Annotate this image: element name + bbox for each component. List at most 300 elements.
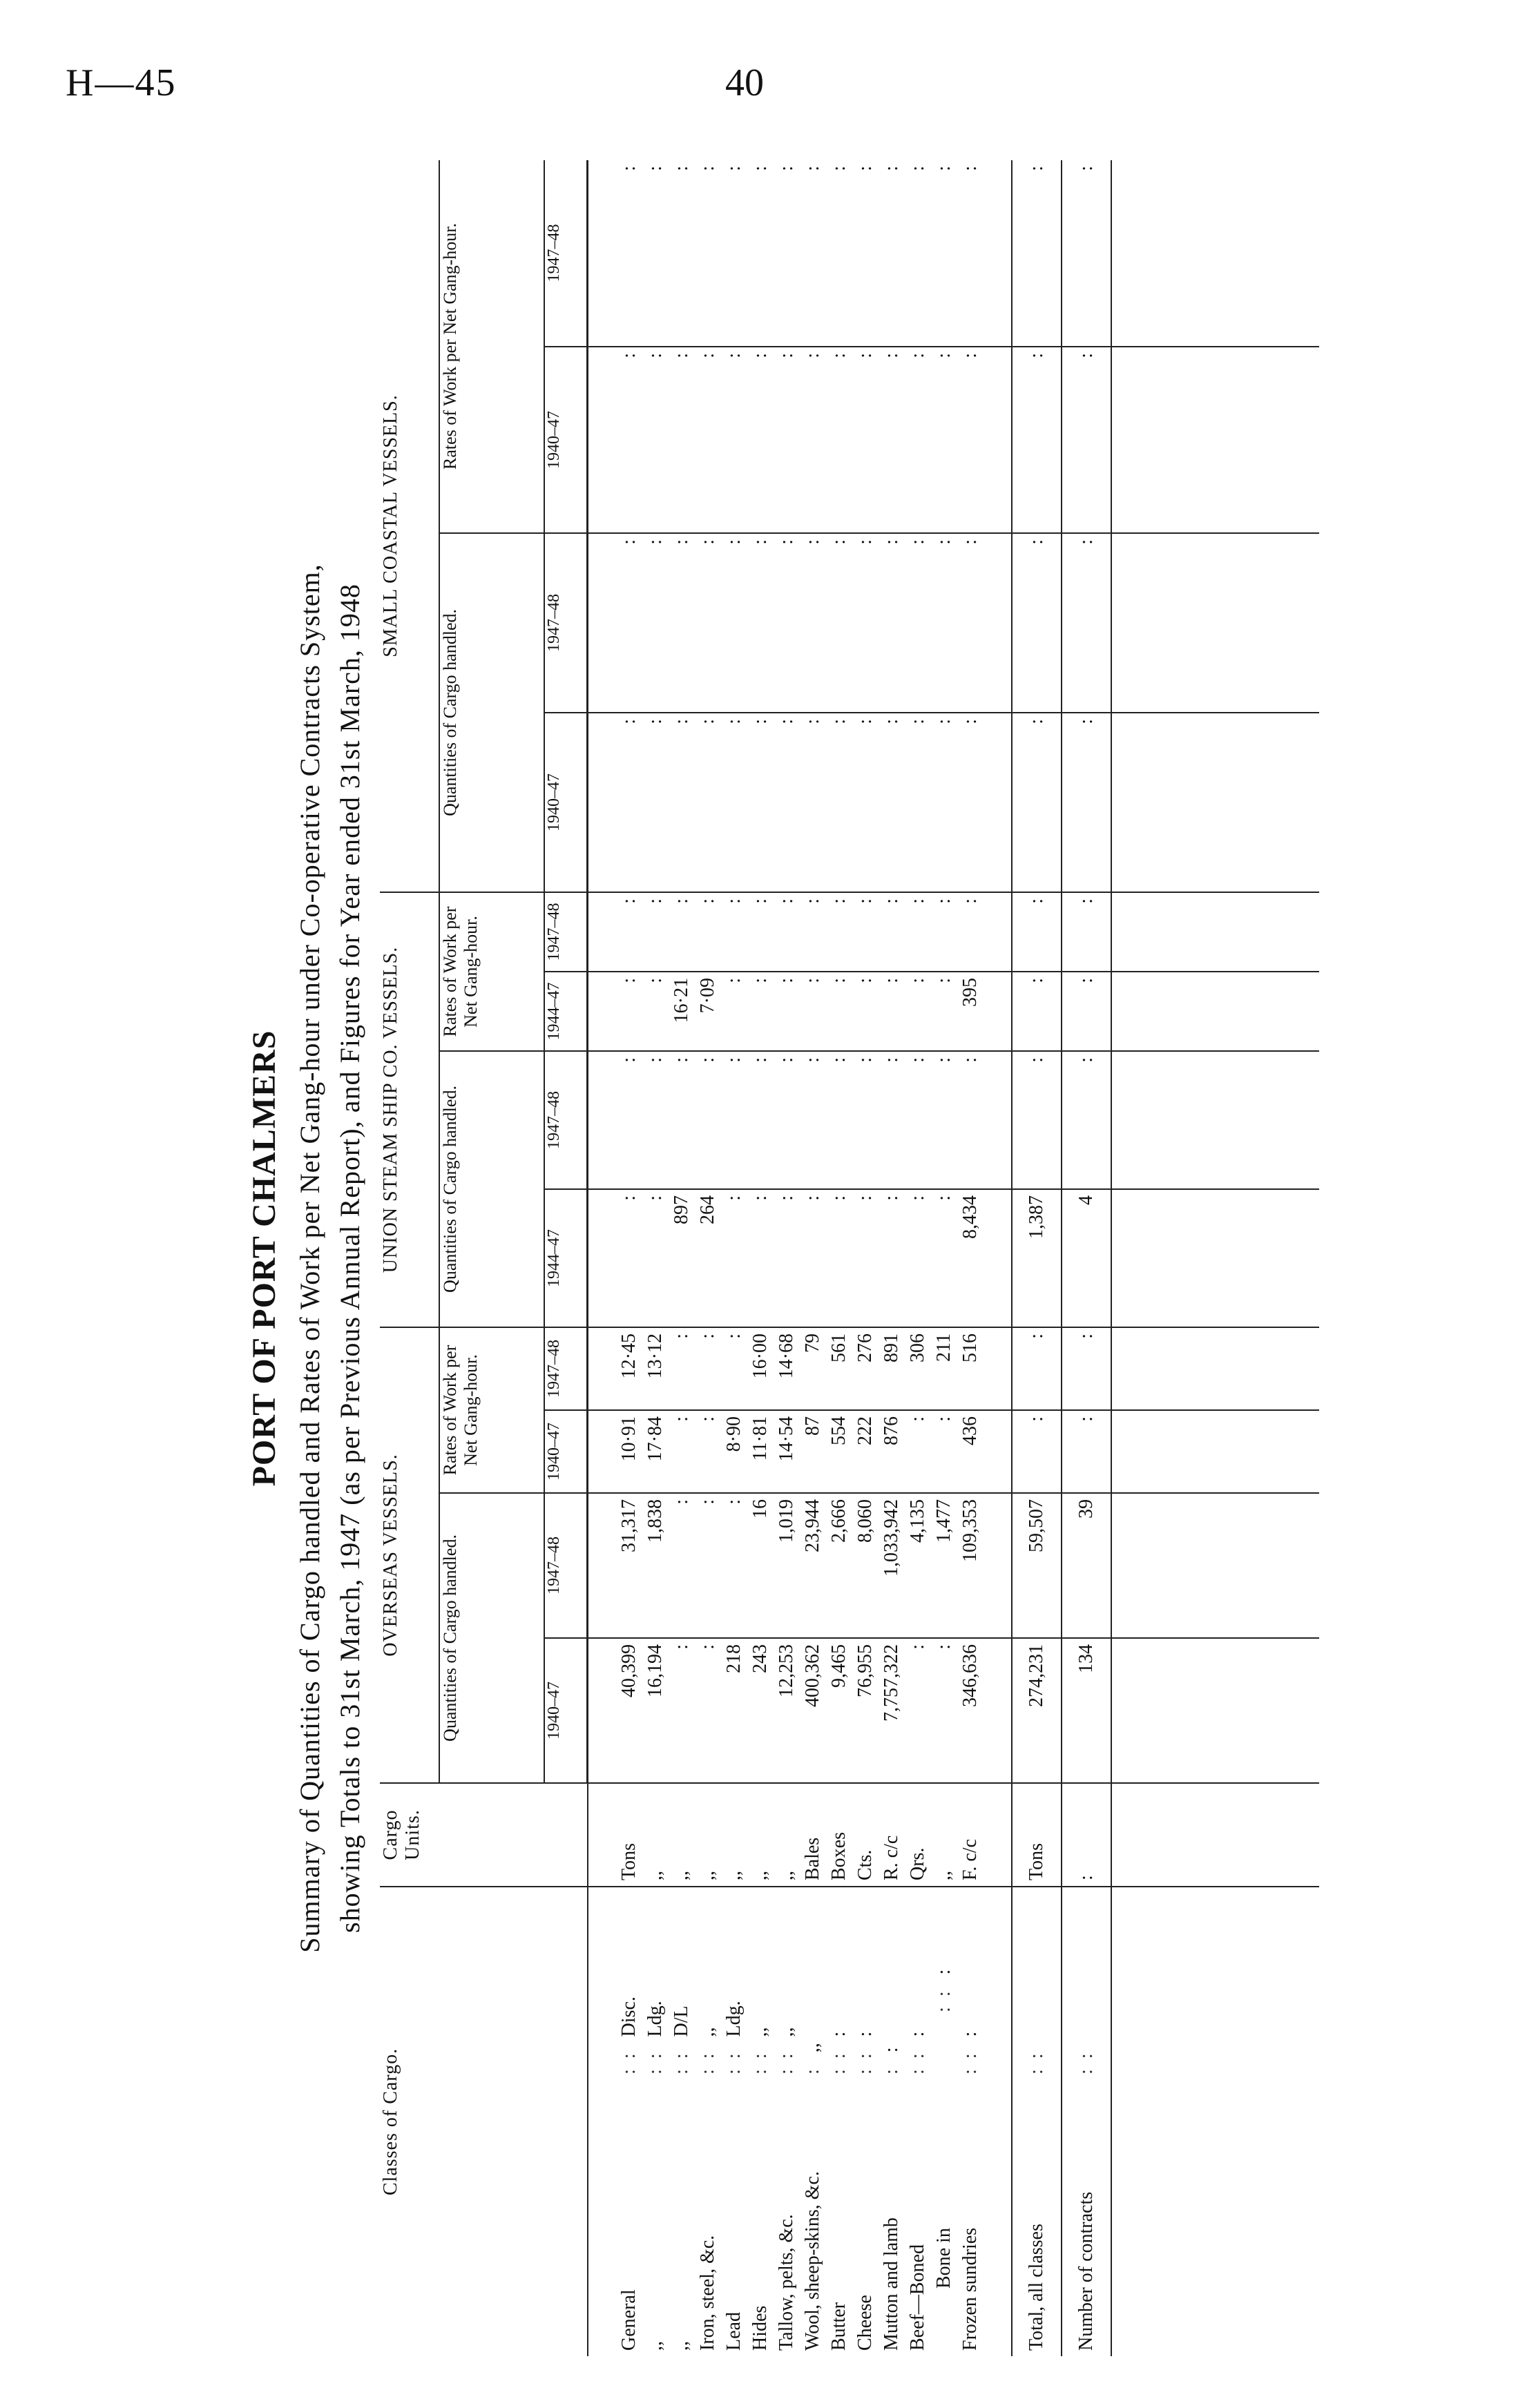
- cargo-class-cell: [616, 1887, 642, 2356]
- value-cell: :: [905, 533, 931, 713]
- value-cell: :: [957, 713, 984, 892]
- leader-dots: :: [802, 2066, 823, 2074]
- cargo-class-cell: [695, 1887, 721, 2356]
- cargo-class-cell: [774, 1887, 800, 2356]
- header-us-quantities: Quantities of Cargo handled.: [439, 1051, 544, 1327]
- value-cell: :: [905, 1410, 931, 1493]
- value-cell: :: [826, 892, 852, 972]
- value-cell: :: [800, 892, 826, 972]
- cargo-qualifier: ,,: [749, 2027, 771, 2037]
- value-cell: 16·00: [747, 1327, 774, 1410]
- cargo-unit-cell: Cts.: [852, 1783, 879, 1887]
- cargo-unit-cell: Tons: [1012, 1783, 1062, 1887]
- value-cell: :: [800, 1051, 826, 1189]
- value-cell: :: [616, 533, 642, 713]
- cargo-unit-cell: ,,: [747, 1783, 774, 1887]
- value-cell: :: [931, 1051, 957, 1189]
- cargo-class-name: ,,: [671, 2341, 692, 2351]
- rotated-content: [245, 160, 1323, 2356]
- value-cell: 8,060: [852, 1493, 879, 1638]
- header-year: 1947–48: [544, 1327, 588, 1410]
- value-cell: :: [1062, 533, 1111, 713]
- value-cell: :: [931, 1189, 957, 1327]
- value-cell: :: [852, 1189, 879, 1327]
- cargo-unit-cell: ,,: [931, 1783, 957, 1887]
- cargo-class-cell: [669, 1887, 695, 2356]
- value-cell: :: [852, 160, 879, 347]
- value-cell: :: [905, 1051, 931, 1189]
- value-cell: :: [669, 713, 695, 892]
- value-cell: :: [695, 1638, 721, 1783]
- table-row: [774, 160, 800, 2356]
- header-ov-rates: Rates of Work per Net Gang-hour.: [439, 1327, 544, 1493]
- value-cell: :: [642, 892, 669, 972]
- value-cell: 134: [1062, 1638, 1111, 1783]
- value-cell: :: [1012, 1410, 1062, 1493]
- value-cell: :: [669, 1327, 695, 1410]
- value-cell: 1,477: [931, 1493, 957, 1638]
- value-cell: :: [1062, 160, 1111, 347]
- value-cell: :: [852, 972, 879, 1051]
- value-cell: :: [747, 347, 774, 533]
- leader-dots: : :: [959, 2050, 981, 2074]
- cargo-unit-cell: F. c/c: [957, 1783, 984, 1887]
- value-cell: :: [1062, 1327, 1111, 1410]
- value-cell: :: [800, 347, 826, 533]
- value-cell: :: [1012, 160, 1062, 347]
- cargo-class-name: Total, all classes: [1026, 2224, 1047, 2351]
- header-year: 1947–48: [544, 1051, 588, 1189]
- value-cell: 1,019: [774, 1493, 800, 1638]
- value-cell: :: [879, 713, 905, 892]
- value-cell: :: [800, 533, 826, 713]
- value-cell: :: [852, 1051, 879, 1189]
- value-cell: 8,434: [957, 1189, 984, 1327]
- cargo-qualifier: :: [959, 2031, 981, 2037]
- table-row: [879, 160, 905, 2356]
- value-cell: 11·81: [747, 1410, 774, 1493]
- value-cell: :: [774, 1051, 800, 1189]
- page-number: 40: [725, 61, 764, 104]
- value-cell: :: [1012, 713, 1062, 892]
- value-cell: :: [931, 533, 957, 713]
- value-cell: :: [800, 713, 826, 892]
- cargo-class-name: Number of contracts: [1075, 2191, 1097, 2351]
- header-us-rates: Rates of Work per Net Gang-hour.: [439, 892, 544, 1051]
- value-cell: 16,194: [642, 1638, 669, 1783]
- leader-dots: : :: [671, 2050, 692, 2074]
- cargo-unit-cell: :: [1062, 1783, 1111, 1887]
- leader-dots: : :: [933, 1988, 954, 2012]
- cargo-class-name: ,,: [644, 2341, 666, 2351]
- cargo-class-name: Beef—Boned: [907, 2244, 928, 2351]
- cargo-qualifier: ,,: [776, 2027, 797, 2037]
- value-cell: 9,465: [826, 1638, 852, 1783]
- value-cell: :: [931, 1410, 957, 1493]
- value-cell: :: [1062, 713, 1111, 892]
- cargo-class-name: Iron, steel, &c.: [697, 2235, 718, 2351]
- cargo-qualifier: Ldg.: [723, 2001, 745, 2037]
- value-cell: :: [695, 347, 721, 533]
- value-cell: :: [616, 713, 642, 892]
- table-row: [852, 160, 879, 2356]
- value-cell: 87: [800, 1410, 826, 1493]
- cargo-qualifier: D/L: [671, 2005, 692, 2037]
- value-cell: :: [931, 347, 957, 533]
- value-cell: 1,387: [1012, 1189, 1062, 1327]
- header-year: 1940–47: [544, 347, 588, 533]
- value-cell: 76,955: [852, 1638, 879, 1783]
- cargo-unit-cell: Tons: [616, 1783, 642, 1887]
- value-cell: :: [905, 713, 931, 892]
- cargo-class-cell: [721, 1887, 747, 2356]
- value-cell: :: [669, 1493, 695, 1638]
- cargo-class-name: General: [618, 2289, 640, 2351]
- value-cell: 2,666: [826, 1493, 852, 1638]
- cargo-unit-cell: ,,: [774, 1783, 800, 1887]
- value-cell: 12,253: [774, 1638, 800, 1783]
- value-cell: :: [774, 160, 800, 347]
- value-cell: :: [1012, 892, 1062, 972]
- value-cell: :: [905, 160, 931, 347]
- value-cell: 14·54: [774, 1410, 800, 1493]
- value-cell: :: [721, 533, 747, 713]
- cargo-qualifier: ,,: [697, 2027, 718, 2037]
- header-year: 1947–48: [544, 892, 588, 972]
- value-cell: 274,231: [1012, 1638, 1062, 1783]
- value-cell: 17·84: [642, 1410, 669, 1493]
- cargo-class-cell: [826, 1887, 852, 2356]
- value-cell: :: [879, 160, 905, 347]
- value-cell: 31,317: [616, 1493, 642, 1638]
- cargo-unit-cell: Boxes: [826, 1783, 852, 1887]
- header-year: 1940–47: [544, 713, 588, 892]
- value-cell: :: [957, 347, 984, 533]
- value-cell: :: [1062, 347, 1111, 533]
- value-cell: :: [774, 533, 800, 713]
- table-row: [826, 160, 852, 2356]
- table-row: [931, 160, 957, 2356]
- value-cell: :: [616, 1189, 642, 1327]
- cargo-class-name: Butter: [828, 2302, 850, 2351]
- value-cell: :: [616, 1051, 642, 1189]
- leader-dots: : :: [723, 2050, 745, 2074]
- value-cell: 222: [852, 1410, 879, 1493]
- value-cell: 12·45: [616, 1327, 642, 1410]
- value-cell: :: [642, 1051, 669, 1189]
- value-cell: :: [669, 1638, 695, 1783]
- leader-dots: : :: [644, 2050, 666, 2074]
- value-cell: 346,636: [957, 1638, 984, 1783]
- value-cell: :: [774, 972, 800, 1051]
- value-cell: :: [931, 160, 957, 347]
- value-cell: :: [879, 347, 905, 533]
- value-cell: :: [669, 160, 695, 347]
- value-cell: :: [800, 1189, 826, 1327]
- value-cell: :: [669, 1410, 695, 1493]
- value-cell: :: [721, 972, 747, 1051]
- value-cell: 218: [721, 1638, 747, 1783]
- leader-dots: : :: [776, 2050, 797, 2074]
- value-cell: :: [957, 533, 984, 713]
- value-cell: :: [747, 892, 774, 972]
- cargo-unit-cell: ,,: [669, 1783, 695, 1887]
- page-header: [0, 0, 1516, 138]
- value-cell: :: [879, 972, 905, 1051]
- value-cell: :: [695, 1051, 721, 1189]
- header-year: 1940–47: [544, 1638, 588, 1783]
- value-cell: :: [905, 1189, 931, 1327]
- cargo-class-name: Bone in: [933, 2228, 954, 2289]
- value-cell: :: [931, 713, 957, 892]
- value-cell: :: [905, 892, 931, 972]
- value-cell: :: [747, 1189, 774, 1327]
- value-cell: 264: [695, 1189, 721, 1327]
- table-row: [721, 160, 747, 2356]
- value-cell: :: [1012, 972, 1062, 1051]
- cargo-unit-cell: ,,: [695, 1783, 721, 1887]
- cargo-unit-cell: Bales: [800, 1783, 826, 1887]
- value-cell: 13·12: [642, 1327, 669, 1410]
- value-cell: :: [1062, 1410, 1111, 1493]
- header-overseas: OVERSEAS VESSELS.: [380, 1327, 439, 1783]
- cargo-class-cell: [747, 1887, 774, 2356]
- page-title: PORT OF PORT CHALMERS: [246, 1030, 282, 1487]
- cargo-unit-cell: Qrs.: [905, 1783, 931, 1887]
- value-cell: :: [905, 347, 931, 533]
- table-row: [747, 160, 774, 2356]
- cargo-class-cell: [1012, 1887, 1062, 2356]
- cargo-unit-cell: ,,: [642, 1783, 669, 1887]
- table-row: [957, 160, 984, 2356]
- value-cell: :: [826, 713, 852, 892]
- value-cell: :: [721, 1051, 747, 1189]
- cargo-qualifier: Disc.: [618, 1996, 640, 2037]
- cargo-class-cell: [800, 1887, 826, 2356]
- value-cell: :: [1012, 1327, 1062, 1410]
- value-cell: :: [616, 892, 642, 972]
- value-cell: :: [642, 1189, 669, 1327]
- value-cell: 276: [852, 1327, 879, 1410]
- value-cell: :: [642, 972, 669, 1051]
- value-cell: :: [721, 347, 747, 533]
- cargo-class-cell: [1062, 1887, 1111, 2356]
- value-cell: :: [1062, 1051, 1111, 1189]
- header-units: Cargo Units.: [380, 1783, 588, 1887]
- value-cell: :: [957, 160, 984, 347]
- cargo-class-name: Wool, sheep-skins, &c.: [802, 2171, 823, 2351]
- cargo-class-cell: [642, 1887, 669, 2356]
- value-cell: :: [931, 972, 957, 1051]
- value-cell: :: [695, 160, 721, 347]
- cargo-class-name: Tallow, pelts, &c.: [776, 2214, 797, 2351]
- cargo-class-cell: [931, 1887, 957, 2356]
- total-row: [1012, 160, 1062, 2356]
- value-cell: 23,944: [800, 1493, 826, 1638]
- leader-dots: : :: [854, 2050, 876, 2074]
- value-cell: 10·91: [616, 1410, 642, 1493]
- subtitle-line-1: Summary of Quantities of Cargo handled and Rates of Work per Net Gang-hour under Co-operative Contracts System,: [294, 564, 325, 1953]
- header-union: UNION STEAM SHIP CO. VESSELS.: [380, 892, 439, 1327]
- value-cell: :: [721, 160, 747, 347]
- value-cell: :: [957, 892, 984, 972]
- value-cell: :: [747, 160, 774, 347]
- value-cell: :: [721, 713, 747, 892]
- value-cell: 109,353: [957, 1493, 984, 1638]
- table-row: [905, 160, 931, 2356]
- leader-dots: : :: [749, 2050, 771, 2074]
- value-cell: 561: [826, 1327, 852, 1410]
- value-cell: :: [747, 972, 774, 1051]
- cargo-qualifier: :: [828, 2031, 850, 2037]
- value-cell: :: [879, 892, 905, 972]
- header-year: 1944–47: [544, 972, 588, 1051]
- leader-dots: : :: [1075, 2050, 1097, 2074]
- value-cell: 395: [957, 972, 984, 1051]
- value-cell: :: [879, 533, 905, 713]
- value-cell: :: [721, 1493, 747, 1638]
- value-cell: 79: [800, 1327, 826, 1410]
- value-cell: 16: [747, 1493, 774, 1638]
- value-cell: :: [774, 1189, 800, 1327]
- value-cell: :: [1062, 972, 1111, 1051]
- cargo-class-cell: [879, 1887, 905, 2356]
- leader-dots: : :: [618, 2050, 640, 2074]
- header-year: 1947–48: [544, 533, 588, 713]
- cargo-class-name: Lead: [723, 2312, 745, 2351]
- value-cell: :: [695, 892, 721, 972]
- value-cell: 14·68: [774, 1327, 800, 1410]
- table-row: [616, 160, 642, 2356]
- value-cell: :: [1062, 892, 1111, 972]
- value-cell: 16·21: [669, 972, 695, 1051]
- value-cell: :: [695, 1410, 721, 1493]
- table-row: [695, 160, 721, 2356]
- cargo-class-cell: [957, 1887, 984, 2356]
- value-cell: :: [695, 1493, 721, 1638]
- value-cell: :: [642, 347, 669, 533]
- value-cell: :: [695, 713, 721, 892]
- value-cell: 8·90: [721, 1410, 747, 1493]
- cargo-unit-cell: R. c/c: [879, 1783, 905, 1887]
- value-cell: 1,033,942: [879, 1493, 905, 1638]
- value-cell: :: [852, 713, 879, 892]
- cargo-qualifier: :: [933, 1969, 954, 1975]
- value-cell: :: [905, 1638, 931, 1783]
- cargo-class-cell: [852, 1887, 879, 2356]
- header-sc-quantities: Quantities of Cargo handled.: [439, 533, 544, 892]
- header-sc-rates: Rates of Work per Net Gang-hour.: [439, 160, 544, 533]
- value-cell: :: [957, 1051, 984, 1189]
- value-cell: :: [642, 713, 669, 892]
- value-cell: :: [616, 347, 642, 533]
- cargo-qualifier: ,,: [802, 2043, 823, 2053]
- value-cell: :: [826, 1189, 852, 1327]
- value-cell: :: [774, 347, 800, 533]
- cargo-qualifier: :: [881, 2047, 902, 2053]
- cargo-class-name: Mutton and lamb: [881, 2217, 902, 2351]
- document-id: H—45: [66, 61, 177, 104]
- value-cell: :: [669, 892, 695, 972]
- value-cell: :: [642, 533, 669, 713]
- value-cell: :: [800, 160, 826, 347]
- leader-dots: : :: [697, 2050, 718, 2074]
- cargo-class-name: Hides: [749, 2305, 771, 2351]
- value-cell: 4: [1062, 1189, 1111, 1327]
- value-cell: 400,362: [800, 1638, 826, 1783]
- value-cell: :: [852, 347, 879, 533]
- header-year: 1944–47: [544, 1189, 588, 1327]
- value-cell: :: [826, 1051, 852, 1189]
- value-cell: :: [826, 972, 852, 1051]
- value-cell: :: [774, 713, 800, 892]
- value-cell: :: [695, 533, 721, 713]
- cargo-table: [380, 160, 1319, 2356]
- value-cell: :: [1012, 533, 1062, 713]
- value-cell: :: [879, 1051, 905, 1189]
- value-cell: 897: [669, 1189, 695, 1327]
- value-cell: 876: [879, 1410, 905, 1493]
- value-cell: :: [774, 892, 800, 972]
- value-cell: 4,135: [905, 1493, 931, 1638]
- value-cell: :: [721, 1327, 747, 1410]
- value-cell: :: [616, 160, 642, 347]
- value-cell: :: [931, 892, 957, 972]
- value-cell: 306: [905, 1327, 931, 1410]
- value-cell: :: [747, 1051, 774, 1189]
- cargo-qualifier: :: [907, 2031, 928, 2037]
- table-row: [669, 160, 695, 2356]
- cargo-unit-cell: ,,: [721, 1783, 747, 1887]
- header-year: 1940–47: [544, 1410, 588, 1493]
- value-cell: :: [826, 160, 852, 347]
- value-cell: :: [826, 533, 852, 713]
- value-cell: 1,838: [642, 1493, 669, 1638]
- value-cell: :: [1012, 1051, 1062, 1189]
- subtitle-line-2: showing Totals to 31st March, 1947 (as per Previous Annual Report), and Figures for Year ended 31st March, 1948: [334, 584, 365, 1933]
- value-cell: :: [1012, 347, 1062, 533]
- value-cell: :: [669, 347, 695, 533]
- header-classes: Classes of Cargo.: [380, 1887, 588, 2356]
- table-row: [800, 160, 826, 2356]
- value-cell: :: [931, 1638, 957, 1783]
- value-cell: :: [616, 972, 642, 1051]
- table-row: [642, 160, 669, 2356]
- value-cell: :: [721, 1189, 747, 1327]
- value-cell: 516: [957, 1327, 984, 1410]
- header-coastal: SMALL COASTAL VESSELS.: [380, 160, 439, 892]
- value-cell: :: [721, 892, 747, 972]
- leader-dots: : :: [828, 2050, 850, 2074]
- value-cell: 554: [826, 1410, 852, 1493]
- value-cell: :: [852, 892, 879, 972]
- value-cell: :: [669, 1051, 695, 1189]
- contracts-row: [1062, 160, 1111, 2356]
- value-cell: 7,757,322: [879, 1638, 905, 1783]
- value-cell: 7·09: [695, 972, 721, 1051]
- value-cell: :: [747, 533, 774, 713]
- header-ov-quantities: Quantities of Cargo handled.: [439, 1493, 544, 1783]
- cargo-qualifier: Ldg.: [644, 2001, 666, 2037]
- cargo-class-name: Cheese: [854, 2295, 876, 2351]
- value-cell: :: [905, 972, 931, 1051]
- value-cell: :: [695, 1327, 721, 1410]
- value-cell: :: [747, 713, 774, 892]
- leader-dots: :: [881, 2066, 902, 2074]
- value-cell: 40,399: [616, 1638, 642, 1783]
- value-cell: :: [800, 972, 826, 1051]
- header-year: 1947–48: [544, 160, 588, 347]
